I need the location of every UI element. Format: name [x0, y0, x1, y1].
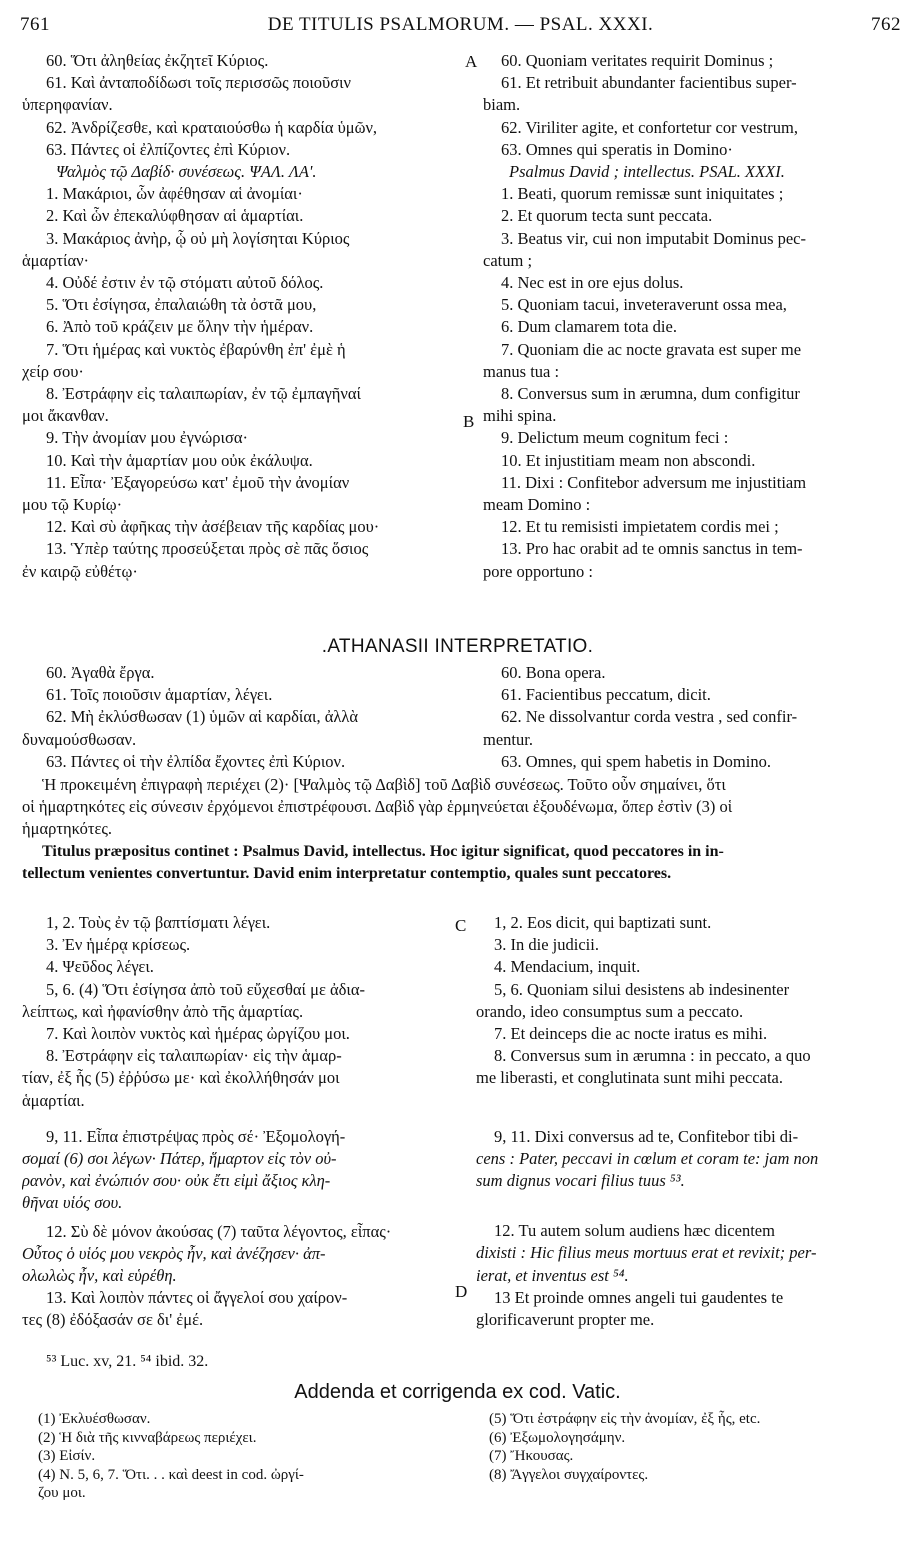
greek-line: μου τῷ Κυρίῳ· — [22, 495, 123, 515]
greek-line: 63. Πάντες οἱ ἐλπίζοντες ἐπὶ Κύριον. — [46, 139, 291, 159]
greek-line: 4. Οὐδέ ἐστιν ἐν τῷ στόματι αὐτοῦ δόλος. — [46, 273, 324, 293]
greek-line: 62. Ἀνδρίζεσθε, καὶ κραταιούσθω ἡ καρδία ὑμῶν, — [46, 117, 378, 137]
greek-line: οἱ ἡμαρτηκότες εἰς σύνεσιν ἐρχόμενοι ἐπιστρέφουσι. Δαβὶδ γὰρ ἑρμηνεύεται ἐξουδένωμα, ὅπερ ἐστὶν (3) οἱ — [22, 797, 733, 817]
latin-line — [476, 1192, 904, 1214]
greek-line: 5. Ὅτι ἐσίγησα, ἐπαλαιώθη τὰ ὀστᾶ μου, — [46, 295, 317, 315]
greek-line: 9, 11. Εἶπα ἐπιστρέψας πρὸς σέ· Ἐξομολογή- — [46, 1126, 346, 1146]
greek-line: 60. Ὅτι ἀληθείας ἐκζητεῖ Κύριος. — [46, 51, 269, 70]
greek-line: ὑπερηφανίαν. — [22, 95, 113, 115]
latin-line: 10. Et injustitiam meam non abscondi. — [501, 450, 756, 470]
greek-line: 13. Καὶ λοιπὸν πάντες οἱ ἄγγελοί σου χαίρον- — [46, 1288, 348, 1308]
running-title: DE TITULIS PSALMORUM. — PSAL. XXXI. — [267, 14, 654, 35]
latin-line: 60. Bona opera. — [501, 663, 606, 682]
latin-interpretation-column — [483, 662, 903, 773]
latin-line: 9. Delictum meum cognitum feci : — [501, 428, 729, 448]
greek-line: 13. Ὑπὲρ ταύτης προσεύξεται πρὸς σὲ πᾶς ὅσιος — [46, 539, 369, 559]
latin-line: 61. Et retribuit abundanter facientibus super- — [501, 73, 797, 93]
greek-line: 3. Μακάριος ἀνὴρ, ᾧ οὐ μὴ λογίσηται Κύριος — [46, 228, 350, 248]
greek-line: σομαί (6) σοι λέγων· Πάτερ, ἥμαρτον εἰς τὸν οὐ- — [22, 1149, 337, 1169]
greek-line: ρανὸν, καὶ ἐνώπιόν σου· οὐκ ἔτι εἰμὶ ἄξιος κλη- — [22, 1171, 331, 1191]
latin-line: 63. Omnes, qui spem habetis in Domino. — [501, 751, 771, 771]
latin-line: mihi spina. — [483, 406, 557, 426]
latin-line: 5. Quoniam tacui, inveteraverunt ossa mea, — [501, 295, 787, 315]
greek-line: χείρ σου· — [22, 361, 84, 381]
latin-line: me liberasti, et conglutinata sunt mihi peccata. — [476, 1068, 783, 1088]
greek-line: 7. Καὶ λοιπὸν νυκτὸς καὶ ἡμέρας ὠργίζου μοι. — [46, 1024, 350, 1044]
greek-line: 1. Μακάριοι, ὧν ἀφέθησαν αἱ ἀνομίαι· — [46, 184, 303, 204]
greek-line: 6. Ἀπὸ τοῦ κράζειν με ὅλην τὴν ἡμέραν. — [46, 317, 314, 337]
addenda-note: (4) N. 5, 6, 7. Ὅτι. . . καὶ deest in cod. ὠργί- — [38, 1466, 304, 1483]
latin-line: 1. Beati, quorum remissæ sunt iniquitates ; — [501, 184, 784, 204]
latin-line: catum ; — [483, 250, 533, 270]
latin-line: 9, 11. Dixi conversus ad te, Confitebor tibi di- — [494, 1126, 799, 1146]
latin-line: 8. Conversus sum in ærumna : in peccato, a quo — [494, 1046, 811, 1066]
greek-line: 61. Καὶ ἀνταποδίδωσι τοῖς περισσῶς ποιοῦσιν — [46, 73, 351, 93]
greek-line: 62. Μὴ ἐκλύσθωσαν (1) ὑμῶν αἱ καρδίαι, ἀλλὰ — [46, 707, 358, 727]
latin-line: 1, 2. Eos dicit, qui baptizati sunt. — [494, 913, 712, 932]
addenda-note: (3) Εἰσίν. — [38, 1448, 96, 1464]
latin-title-commentary — [22, 841, 902, 885]
latin-psalm-column — [483, 50, 903, 583]
greek-line: ἐν καιρῷ εὐθέτῳ· — [22, 561, 138, 581]
latin-line: tellectum venientes convertuntur. David enim interpretatur contemptio, quales sunt peccatores. — [22, 865, 672, 883]
greek-line: 5, 6. (4) Ὅτι ἐσίγησα ἀπὸ τοῦ εὔχεσθαί με ἀδια- — [46, 979, 366, 999]
scripture-footnotes: ⁵³ Luc. xv, 21. ⁵⁴ ibid. 32. — [46, 1353, 209, 1370]
latin-line: 4. Nec est in ore ejus dolus. — [501, 273, 684, 293]
latin-line: 13. Pro hac orabit ad te omnis sanctus in tem- — [501, 539, 803, 559]
latin-line — [476, 1090, 904, 1112]
latin-line: 61. Facientibus peccatum, dicit. — [501, 685, 711, 705]
greek-line: 10. Καὶ τὴν ἁμαρτίαν μου οὐκ ἐκάλυψα. — [46, 450, 313, 470]
latin-line: sum dignus vocari filius tuus ⁵³. — [476, 1171, 685, 1191]
latin-line: orando, ideo consumptus sum a peccato. — [476, 1001, 744, 1021]
latin-line: manus tua : — [483, 361, 560, 381]
latin-line: 3. Beatus vir, cui non imputabit Dominus pec- — [501, 228, 807, 248]
latin-psalm-title: Psalmus David ; intellectus. PSAL. XXXI. — [509, 162, 785, 182]
latin-verse-commentary — [476, 912, 904, 1331]
greek-line: ἡμαρτηκότες. — [22, 819, 113, 839]
addenda-note: (2) Ἡ διὰ τῆς κινναβάρεως περιέχει. — [38, 1429, 257, 1446]
section-title: .ATHANASII INTERPRETATIO. — [321, 636, 594, 657]
greek-psalm-title: Ψαλμὸς τῷ Δαβίδ· συνέσεως. ΨΑΛ. ΛΑ'. — [56, 162, 317, 182]
greek-line: 60. Ἀγαθὰ ἔργα. — [46, 663, 155, 682]
latin-line: 63. Omnes qui speratis in Domino· — [501, 139, 733, 159]
greek-line: ἁμαρτίαν· — [22, 250, 90, 270]
latin-line: glorificaverunt propter me. — [476, 1310, 655, 1330]
page-number-right: 762 — [871, 14, 901, 35]
greek-line: Οὗτος ὁ υἱός μου νεκρὸς ἦν, καὶ ἀνέζησεν· ἀπ- — [22, 1243, 326, 1263]
latin-line: ierat, et inventus est ⁵⁴. — [476, 1265, 629, 1285]
page-number-left: 761 — [20, 14, 50, 35]
addenda-note: ζου μοι. — [38, 1485, 86, 1501]
latin-line: Titulus præpositus continet : Psalmus David, intellectus. Hoc igitur significat, quod peccatores in in- — [42, 843, 724, 860]
running-header — [20, 14, 901, 44]
latin-line: 4. Mendacium, inquit. — [494, 957, 641, 977]
greek-line: 63. Πάντες οἱ τὴν ἐλπίδα ἔχοντες ἐπὶ Κύριον. — [46, 751, 346, 771]
greek-line: 3. Ἐν ἡμέρᾳ κρίσεως. — [46, 935, 191, 955]
latin-line: dixisti : Hic filius meus mortuus erat et revixit; per- — [476, 1243, 817, 1263]
latin-line: biam. — [483, 95, 521, 115]
margin-letter-b: B — [463, 412, 475, 431]
addenda-right-column — [489, 1410, 760, 1484]
greek-line: 7. Ὅτι ἡμέρας καὶ νυκτὸς ἐβαρύνθη ἐπ' ἐμὲ ἡ — [46, 339, 346, 359]
greek-line: 8. Ἐστράφην εἰς ταλαιπωρίαν, ἐν τῷ ἐμπαγῆναί — [46, 384, 361, 404]
greek-line: 2. Καὶ ὧν ἐπεκαλύφθησαν αἱ ἁμαρτίαι. — [46, 206, 304, 226]
addenda-note: (6) Ἐξωμολογησάμην. — [489, 1429, 626, 1446]
latin-line: 62. Ne dissolvantur corda vestra , sed confir- — [501, 707, 798, 727]
latin-line: 13 Et proinde omnes angeli tui gaudentes te — [494, 1287, 784, 1307]
latin-line: 12. Et tu remisisti impietatem cordis mei ; — [501, 517, 779, 537]
latin-line: 12. Tu autem solum audiens hæc dicentem — [494, 1221, 775, 1241]
addenda-title: Addenda et corrigenda ex cod. Vatic. — [294, 1381, 621, 1403]
greek-line: 9. Τὴν ἀνομίαν μου ἐγνώρισα· — [46, 428, 249, 448]
greek-line: δυναμούσθωσαν. — [22, 729, 137, 749]
greek-line: θῆναι υἱός σου. — [22, 1193, 123, 1213]
latin-line: 8. Conversus sum in ærumna, dum configitur — [501, 384, 800, 404]
greek-line: λείπτως, καὶ ἠφανίσθην ἀπὸ τῆς ἁμαρτίας. — [22, 1001, 304, 1021]
latin-line: 2. Et quorum tecta sunt peccata. — [501, 206, 713, 226]
greek-title-commentary — [22, 774, 902, 841]
latin-line: 6. Dum clamarem tota die. — [501, 317, 677, 337]
latin-line: mentur. — [483, 729, 533, 749]
greek-line: 4. Ψεῦδος λέγει. — [46, 957, 154, 977]
latin-line: meam Domino : — [483, 495, 591, 515]
latin-line: 3. In die judicii. — [494, 935, 599, 955]
latin-line: 11. Dixi : Confitebor adversum me injustitiam — [501, 472, 807, 492]
latin-line: 62. Viriliter agite, et confortetur cor vestrum, — [501, 117, 798, 137]
greek-line: Ἡ προκειμένη ἐπιγραφὴ περιέχει (2)· [Ψαλμὸς τῷ Δαβὶδ] τοῦ Δαβὶδ συνέσεως. Τοῦτο οὖν σημαίνει, ὅτι — [42, 775, 726, 794]
greek-line: 12. Σὺ δὲ μόνον ἀκούσας (7) ταῦτα λέγοντος, εἶπας· — [46, 1221, 392, 1241]
greek-line: ολωλὼς ἦν, καὶ εὑρέθη. — [22, 1266, 177, 1286]
margin-letter-a: A — [465, 52, 478, 71]
greek-interpretation-column — [22, 662, 462, 773]
latin-line: 7. Et deinceps die ac nocte iratus es mihi. — [494, 1024, 768, 1044]
latin-line: 7. Quoniam die ac nocte gravata est super me — [501, 339, 802, 359]
greek-line: 1, 2. Τοὺς ἐν τῷ βαπτίσματι λέγει. — [46, 913, 271, 932]
greek-line: ἁμαρτίαι. — [22, 1090, 85, 1110]
margin-letter-d: D — [455, 1282, 468, 1301]
addenda-note: (8) Ἄγγελοι συγχαίροντες. — [489, 1466, 649, 1483]
addenda-note: (5) Ὅτι ἐστράφην εἰς τὴν ἀνομίαν, ἐξ ἧς, etc. — [489, 1411, 761, 1427]
addenda-left-column — [38, 1410, 304, 1503]
addenda-note: (7) Ἤκουσας. — [489, 1448, 574, 1464]
latin-line: 5, 6. Quoniam silui desistens ab indesinenter — [494, 979, 790, 999]
addenda-note: (1) Ἐκλυέσθωσαν. — [38, 1411, 151, 1427]
greek-line: μοι ἄκανθαν. — [22, 406, 109, 426]
greek-line: 61. Τοῖς ποιοῦσιν ἁμαρτίαν, λέγει. — [46, 685, 273, 705]
greek-line: τίαν, ἐξ ἧς (5) ἐῤῥύσω με· καὶ ἐκολλήθησάν μοι — [22, 1068, 340, 1088]
greek-psalm-column — [22, 50, 462, 583]
greek-verse-commentary — [22, 912, 452, 1332]
latin-line: cens : Pater, peccavi in cœlum et coram te: jam non — [476, 1148, 819, 1168]
greek-line: 8. Ἐστράφην εἰς ταλαιπωρίαν· εἰς τὴν ἁμαρ- — [46, 1046, 342, 1066]
margin-letter-c: C — [455, 916, 467, 935]
latin-line: 60. Quoniam veritates requirit Dominus ; — [501, 51, 774, 70]
greek-line: 11. Εἶπα· Ἐξαγορεύσω κατ' ἐμοῦ τὴν ἀνομίαν — [46, 472, 350, 492]
greek-line: 12. Καὶ σὺ ἀφῆκας τὴν ἀσέβειαν τῆς καρδίας μου· — [46, 517, 380, 537]
greek-line: τες (8) ἐδόξασάν σε δι' ἐμέ. — [22, 1310, 204, 1330]
latin-line: pore opportuno : — [483, 561, 593, 581]
